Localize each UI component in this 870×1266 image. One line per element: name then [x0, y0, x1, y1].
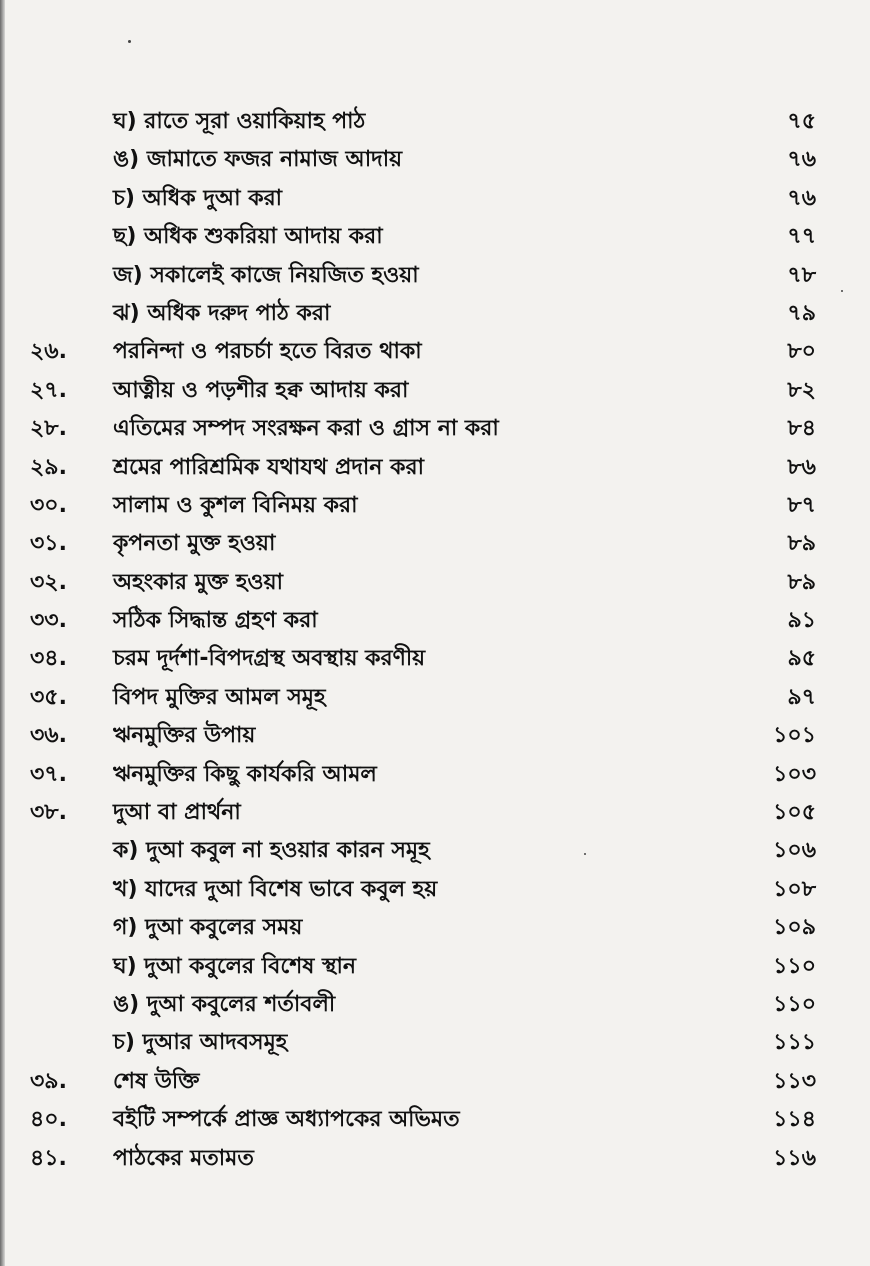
entry-page-number: ১০৬: [773, 838, 816, 864]
entry-title: ঋনমুক্তির উপায়: [113, 723, 256, 749]
entry-page-number: ৮৪: [787, 416, 816, 442]
toc-entry: [0, 909, 870, 947]
entry-page-number: ৯৫: [787, 646, 816, 672]
entry-number: ৩৩.: [30, 608, 67, 634]
table-of-contents: [0, 103, 870, 1178]
entry-title: আত্নীয় ও পড়শীর হক্ব আদায় করা: [113, 377, 409, 403]
entry-title: পরনিন্দা ও পরচর্চা হতে বিরত থাকা: [113, 339, 422, 365]
entry-page-number: ১১০: [773, 991, 816, 1017]
entry-page-number: ১১১: [773, 1030, 816, 1056]
entry-title: ঋনমুক্তির কিছু কার্যকরি আমল: [113, 761, 377, 787]
entry-page-number: ৭৭: [787, 224, 816, 250]
entry-number: ২৮.: [30, 416, 67, 442]
entry-title: এতিমের সম্পদ সংরক্ষন করা ও গ্রাস না করা: [113, 416, 499, 442]
toc-entry: [0, 679, 870, 717]
entry-title: শ্রমের পারিশ্রমিক যথাযথ প্রদান করা: [113, 454, 424, 480]
entry-page-number: ৯১: [787, 608, 816, 634]
entry-page-number: ৮২: [787, 377, 816, 403]
toc-entry: [0, 180, 870, 218]
entry-page-number: ১০৫: [773, 800, 816, 826]
entry-title: ঝ) অধিক দরুদ পাঠ করা: [113, 300, 331, 326]
entry-number: ৩১.: [30, 531, 67, 557]
entry-number: ৩৪.: [30, 646, 67, 672]
toc-entry: [0, 794, 870, 832]
entry-number: ২৯.: [30, 454, 67, 480]
entry-page-number: ৯৭: [787, 684, 816, 710]
entry-number: ৩৬.: [30, 723, 67, 749]
entry-page-number: ৭৬: [787, 185, 816, 211]
toc-entry: [0, 487, 870, 525]
toc-entry: [0, 871, 870, 909]
toc-entry: [0, 103, 870, 141]
entry-title: কৃপনতা মুক্ত হওয়া: [113, 531, 276, 557]
toc-entry: [0, 1063, 870, 1101]
entry-title: ঘ) দুআ কবুলের বিশেষ স্থান: [113, 953, 357, 979]
entry-number: ৩৯.: [30, 1068, 67, 1094]
entry-title: ছ) অধিক শুকরিয়া আদায় করা: [113, 224, 383, 250]
entry-title: চরম দূর্দশা-বিপদগ্রস্থ অবস্থায় করণীয়: [113, 646, 426, 672]
entry-number: ৩৫.: [30, 684, 67, 710]
toc-entry: [0, 640, 870, 678]
toc-entry: [0, 948, 870, 986]
entry-title: চ) অধিক দুআ করা: [113, 185, 283, 211]
toc-entry: [0, 832, 870, 870]
toc-entry: [0, 717, 870, 755]
entry-page-number: ১১৪: [773, 1107, 816, 1133]
toc-entry: [0, 525, 870, 563]
toc-entry: [0, 141, 870, 179]
entry-page-number: ১১৩: [773, 1068, 816, 1094]
entry-number: ২৭.: [30, 377, 67, 403]
entry-title: ঘ) রাতে সূরা ওয়াকিয়াহ পাঠ: [113, 109, 366, 134]
toc-entry: [0, 1140, 870, 1178]
toc-entry: [0, 410, 870, 448]
entry-title: ঙ) দুআ কবুলের শর্তাবলী: [113, 991, 336, 1017]
toc-entry: [0, 333, 870, 371]
entry-title: অহংকার মুক্ত হওয়া: [113, 569, 283, 595]
paper-speck: [128, 40, 131, 43]
entry-title: জ) সকালেই কাজে নিয়জিত হওয়া: [113, 262, 419, 288]
entry-title: সঠিক সিদ্ধান্ত গ্রহণ করা: [113, 608, 318, 634]
entry-title: শেষ উক্তি: [113, 1068, 200, 1094]
entry-page-number: ৭৬: [787, 147, 816, 173]
toc-entry: [0, 986, 870, 1024]
entry-page-number: ৮৬: [787, 454, 816, 480]
toc-entry: [0, 756, 870, 794]
entry-page-number: ৭৫: [787, 109, 816, 134]
entry-title: দুআ বা প্রার্থনা: [113, 800, 241, 826]
toc-entry: [0, 564, 870, 602]
entry-title: বিপদ মুক্তির আমল সমূহ: [113, 684, 326, 710]
toc-entry: [0, 295, 870, 333]
entry-title: পাঠকের মতামত: [113, 1145, 254, 1171]
entry-number: ৩০.: [30, 492, 67, 518]
entry-page-number: ৮৭: [787, 492, 816, 518]
toc-entry: [0, 449, 870, 487]
entry-page-number: ৭৮: [787, 262, 816, 288]
entry-title: খ) যাদের দুআ বিশেষ ভাবে কবুল হয়: [113, 876, 438, 902]
toc-entry: [0, 1024, 870, 1062]
toc-entry: [0, 372, 870, 410]
entry-number: ৪০.: [30, 1107, 67, 1133]
entry-page-number: ১০১: [773, 723, 816, 749]
entry-number: ৩৭.: [30, 761, 67, 787]
entry-number: ২৬.: [30, 339, 67, 365]
entry-page-number: ৮০: [787, 339, 816, 365]
entry-page-number: ১০৮: [773, 876, 816, 902]
entry-title: ক) দুআ কবুল না হওয়ার কারন সমূহ: [113, 838, 430, 864]
toc-entry: [0, 257, 870, 295]
entry-title: সালাম ও কুশল বিনিময় করা: [113, 492, 358, 518]
entry-number: ৩২.: [30, 569, 67, 595]
entry-page-number: ১১০: [773, 953, 816, 979]
entry-page-number: ১০৩: [773, 761, 816, 787]
entry-page-number: ৮৯: [787, 569, 816, 595]
entry-number: ৩৮.: [30, 800, 67, 826]
entry-page-number: ৮৯: [787, 531, 816, 557]
entry-page-number: ১০৯: [773, 915, 816, 941]
entry-page-number: ৭৯: [787, 300, 816, 326]
toc-entry: [0, 1101, 870, 1139]
toc-entry: [0, 602, 870, 640]
toc-entry: [0, 218, 870, 256]
entry-title: চ) দুআর আদবসমূহ: [113, 1030, 288, 1056]
entry-title: ঙ) জামাতে ফজর নামাজ আদায়: [113, 147, 403, 173]
entry-number: ৪১.: [30, 1145, 67, 1171]
entry-title: বইটি সম্পর্কে প্রাজ্ঞ অধ্যাপকের অভিমত: [113, 1107, 460, 1133]
entry-page-number: ১১৬: [773, 1145, 816, 1171]
entry-title: গ) দুআ কবুলের সময়: [113, 915, 303, 941]
